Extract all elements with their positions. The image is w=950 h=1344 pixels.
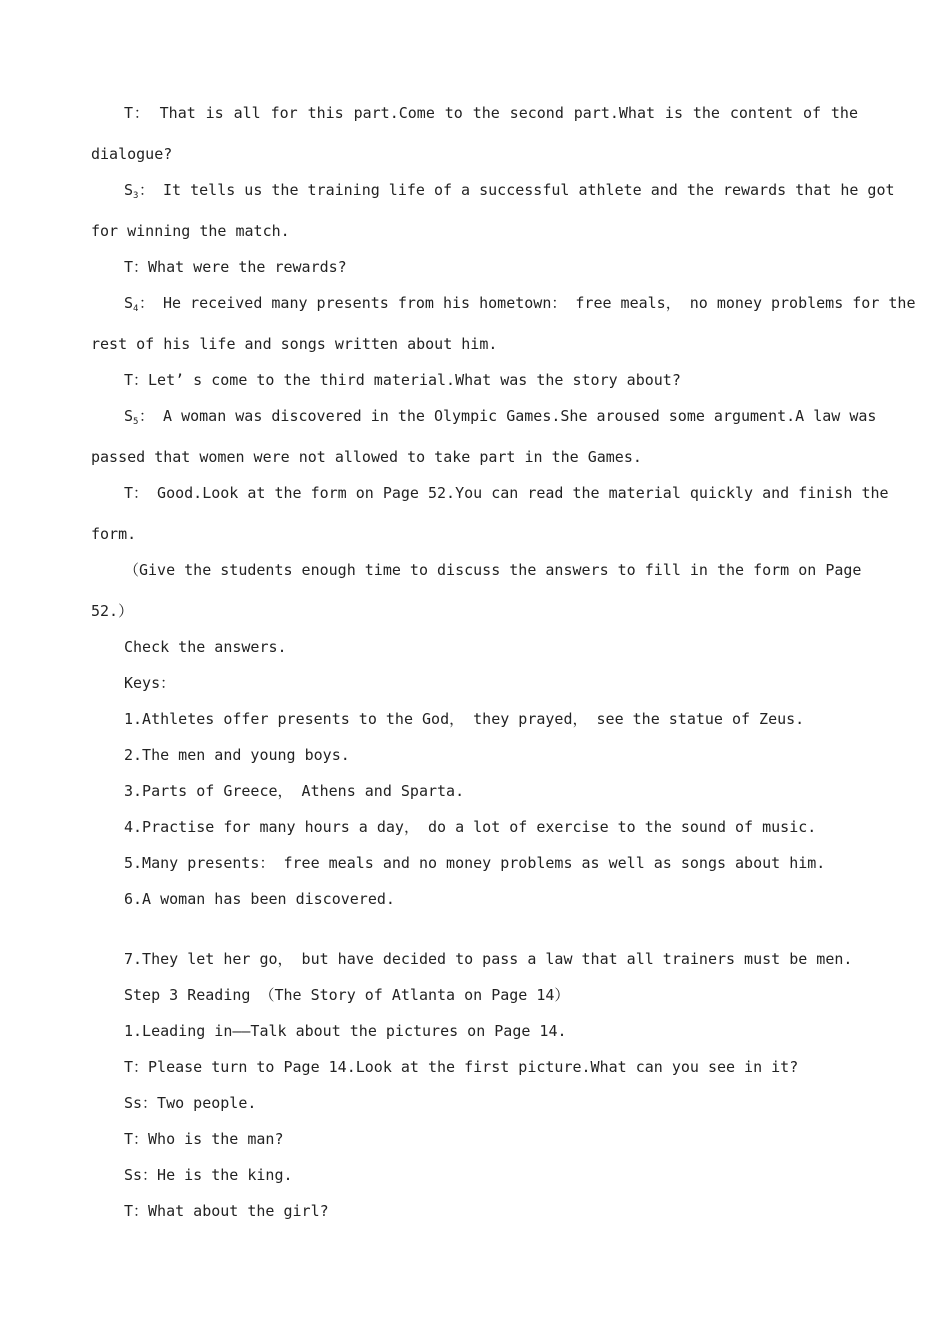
paragraph-line: T： That is all for this part.Come to the second part.What is the content of the [124,104,858,122]
paragraph-line: T： Good.Look at the form on Page 52.You can read the material quickly and finish the [124,484,889,502]
paragraph-line: T：What were the rewards? [124,258,347,276]
key-item: 4.Practise for many hours a day， do a lot of exercise to the sound of music. [124,818,817,836]
paragraph-line: T：Please turn to Page 14.Look at the first picture.What can you see in it? [124,1058,799,1076]
speaker-letter: S [124,407,134,425]
paragraph-line: for winning the match. [91,222,290,240]
key-item: 5.Many presents： free meals and no money problems as well as songs about him. [124,854,826,872]
paragraph-line: Ss：Two people. [124,1094,257,1112]
paragraph-line: rest of his life and songs written about him. [91,335,498,353]
paragraph-line: T：Let’ s come to the third material.What was the story about? [124,371,681,389]
paragraph-line: passed that women were not allowed to take part in the Games. [91,448,642,466]
key-item: 2.The men and young boys. [124,746,350,764]
speaker-label [124,293,138,319]
speaker-label [124,180,138,206]
paragraph-line: T：Who is the man? [124,1130,284,1148]
speaker-letter: S [124,181,134,199]
key-item: 6.A woman has been discovered. [124,890,395,908]
paragraph-line: form. [91,525,137,543]
paragraph-line: Keys： [124,674,176,692]
speaker-subscript: 3 [133,191,139,201]
paragraph-line: ： It tells us the training life of a successful athlete and the rewards that he got [139,181,895,199]
paragraph-line: 1.Leading in——Talk about the pictures on Page 14. [124,1022,567,1040]
paragraph-line: T：What about the girl? [124,1202,329,1220]
speaker-subscript: 5 [133,417,139,427]
speaker-label [124,406,138,432]
speaker-letter: S [124,294,134,312]
paragraph-line: （Give the students enough time to discuss the answers to fill in the form on Page [124,561,862,579]
speaker-subscript: 4 [133,304,139,314]
paragraph-line: ： A woman was discovered in the Olympic Games.She aroused some argument.A law was [139,407,877,425]
key-item: 1.Athletes offer presents to the God， they prayed， see the statue of Zeus. [124,710,805,728]
key-item: 3.Parts of Greece， Athens and Sparta. [124,782,465,800]
paragraph-line: ： He received many presents from his hometown： free meals， no money problems for the [139,294,916,312]
paragraph-line: Check the answers. [124,638,287,656]
paragraph-line: dialogue? [91,145,173,163]
key-item: 7.They let her go， but have decided to pass a law that all trainers must be men. [124,950,853,968]
paragraph-line: 52.） [91,602,134,620]
paragraph-line: Ss：He is the king. [124,1166,293,1184]
section-heading: Step 3 Reading （The Story of Atlanta on Page 14） [124,986,570,1004]
